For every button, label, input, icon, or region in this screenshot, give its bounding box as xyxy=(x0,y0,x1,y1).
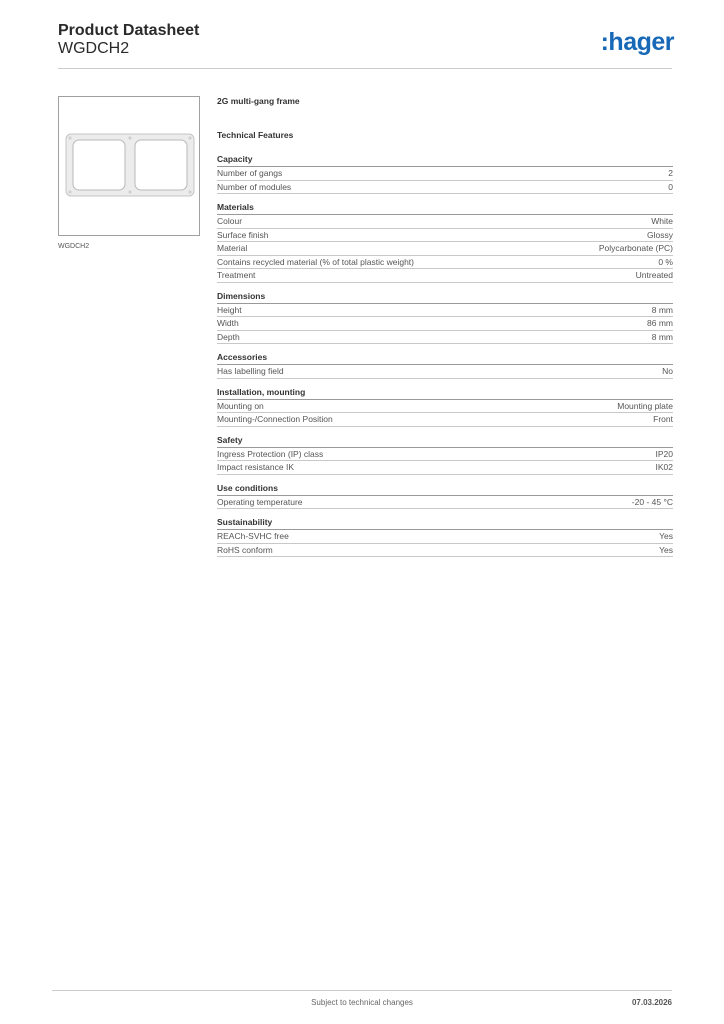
spec-row xyxy=(217,461,673,475)
spec-label: RoHS conform xyxy=(217,544,273,555)
spec-row xyxy=(217,365,673,379)
spec-label: Number of modules xyxy=(217,181,292,192)
spec-row xyxy=(217,242,673,256)
spec-section xyxy=(217,435,673,475)
spec-label: Has labelling field xyxy=(217,366,284,376)
spec-row xyxy=(217,256,673,270)
spec-section xyxy=(217,154,673,194)
spec-row xyxy=(217,448,673,462)
spec-label: Number of gangs xyxy=(217,168,283,178)
spec-row xyxy=(217,167,673,181)
product-code: WGDCH2 xyxy=(58,40,130,57)
section-title: Capacity xyxy=(217,154,673,167)
spec-value: Yes xyxy=(659,544,673,555)
spec-value: White xyxy=(651,216,673,226)
spec-section xyxy=(217,291,673,345)
footer-note: Subject to technical changes xyxy=(311,998,413,1007)
spec-label: Mounting-/Connection Position xyxy=(217,414,333,424)
spec-value: Yes xyxy=(659,531,673,541)
spec-row xyxy=(217,304,673,318)
section-title: Installation, mounting xyxy=(217,387,673,400)
spec-section xyxy=(217,483,673,510)
technical-specification xyxy=(217,96,673,565)
section-title: Accessories xyxy=(217,352,673,365)
spec-label: Impact resistance IK xyxy=(217,462,295,472)
spec-row xyxy=(217,413,673,427)
spec-row xyxy=(217,544,673,558)
spec-value: 8 mm xyxy=(651,304,673,315)
spec-label: Height xyxy=(217,304,242,315)
section-title: Dimensions xyxy=(217,291,673,304)
section-title: Sustainability xyxy=(217,517,673,530)
spec-value: 2 xyxy=(668,168,673,178)
section-title: Safety xyxy=(217,435,673,448)
spec-value: Front xyxy=(653,414,673,424)
spec-label: Width xyxy=(217,318,239,328)
spec-sections xyxy=(217,154,673,557)
spec-row xyxy=(217,496,673,510)
page-title: Product Datasheet xyxy=(58,22,200,39)
footer-divider xyxy=(52,990,672,991)
spec-label: Contains recycled material (% of total plastic weight) xyxy=(217,256,414,267)
footer-date: 07.03.2026 xyxy=(631,998,672,1007)
spec-section xyxy=(217,202,673,283)
spec-value: No xyxy=(662,366,673,376)
spec-row xyxy=(217,181,673,195)
spec-row xyxy=(217,215,673,229)
spec-value: Mounting plate xyxy=(617,400,673,411)
technical-features-heading: Technical Features xyxy=(217,130,294,140)
spec-label: Surface finish xyxy=(217,229,269,240)
spec-value: 86 mm xyxy=(647,318,673,328)
spec-label: Colour xyxy=(217,216,243,226)
spec-value: IP20 xyxy=(655,448,673,459)
header-divider xyxy=(58,68,672,69)
spec-row xyxy=(217,317,673,331)
spec-row xyxy=(217,229,673,243)
spec-label: Treatment xyxy=(217,270,256,280)
spec-label: Operating temperature xyxy=(217,496,303,507)
spec-label: Ingress Protection (IP) class xyxy=(217,448,324,459)
spec-row xyxy=(217,331,673,345)
spec-section xyxy=(217,517,673,557)
spec-value: Untreated xyxy=(635,270,673,280)
spec-row xyxy=(217,400,673,414)
spec-row xyxy=(217,269,673,283)
spec-value: 0 % xyxy=(658,256,673,267)
spec-value: 8 mm xyxy=(651,331,673,342)
product-name: 2G multi-gang frame xyxy=(217,96,300,106)
image-caption: WGDCH2 xyxy=(58,243,90,250)
spec-section xyxy=(217,352,673,379)
product-image xyxy=(58,96,200,236)
hager-logo: :hager xyxy=(600,28,674,56)
spec-value: 0 xyxy=(668,181,673,192)
spec-label: Mounting on xyxy=(217,400,264,411)
spec-label: Depth xyxy=(217,331,240,342)
spec-label: Material xyxy=(217,243,248,253)
spec-value: -20 - 45 °C xyxy=(631,496,673,507)
spec-value: Polycarbonate (PC) xyxy=(598,243,673,253)
spec-value: IK02 xyxy=(655,462,673,472)
double-frame-icon xyxy=(65,133,195,197)
spec-value: Glossy xyxy=(647,229,673,240)
section-title: Materials xyxy=(217,202,673,215)
spec-row xyxy=(217,530,673,544)
section-title: Use conditions xyxy=(217,483,673,496)
spec-label: REACh-SVHC free xyxy=(217,531,289,541)
spec-section xyxy=(217,387,673,427)
